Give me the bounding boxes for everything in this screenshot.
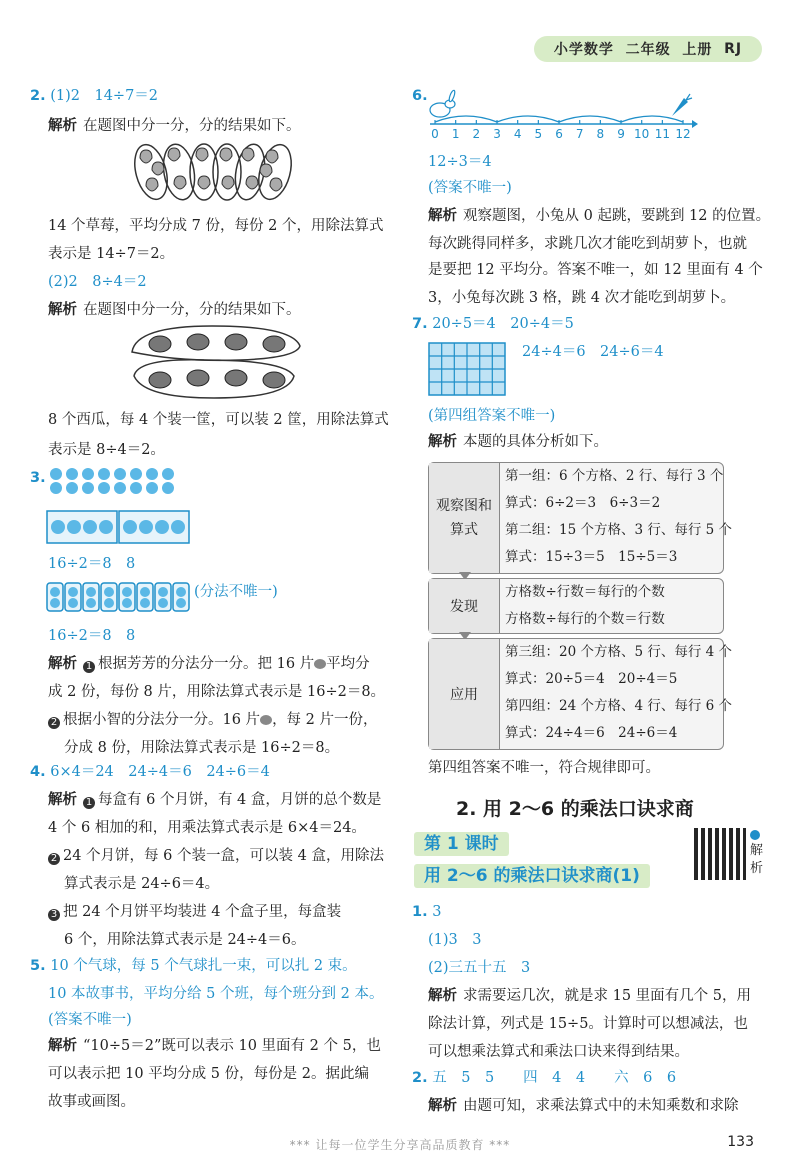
chips-split-two-groups-illustration bbox=[46, 510, 192, 544]
q6-analysis3: 是要把 12 平均分。答案不唯一，如 12 里面有 4 个 bbox=[428, 262, 763, 278]
lq1-analysis2: 除法计算，列式是 15÷5。计算时可以想减法，也 bbox=[428, 1016, 748, 1032]
lq1-line2: (1)3 3 bbox=[428, 932, 482, 948]
chips-split-eight-groups-illustration bbox=[46, 582, 190, 612]
apply-box bbox=[428, 638, 733, 750]
q3-analysis3: 2 根据小智的分法分一分。16 片 ，每 2 片一份， bbox=[48, 710, 378, 730]
lq1-line1: 1. 3 bbox=[412, 904, 442, 920]
q2-text2b: 表示是 8÷4＝2。 bbox=[48, 442, 165, 458]
qr-label: 解析 bbox=[750, 830, 768, 878]
q4-analysis1: 解析 1 每盒有 6 个月饼，有 4 盒，月饼的总个数是 bbox=[48, 792, 382, 808]
apply-line-4: 算式：24÷4＝6 24÷6＝4 bbox=[505, 725, 678, 741]
watermelon-groups-illustration bbox=[126, 322, 306, 400]
page-number: 133 bbox=[727, 1134, 754, 1150]
number-line-tick-label: 0 bbox=[431, 127, 439, 141]
bullet-1-icon: 1 bbox=[83, 661, 95, 673]
apply-label: 应用 bbox=[429, 639, 500, 749]
q3-note: (分法不唯一) bbox=[194, 584, 278, 600]
number-line-tick-label: 8 bbox=[596, 127, 605, 141]
strawberry-groups-illustration bbox=[134, 138, 294, 206]
discover-line-1: 方格数÷行数＝每行的个数 bbox=[505, 584, 665, 600]
bullet-2-icon: 2 bbox=[48, 717, 60, 729]
number-line-ticks bbox=[431, 120, 691, 141]
q7-analysis: 解析 本题的具体分析如下。 bbox=[428, 434, 608, 450]
q5-analysis2: 可以表示把 10 平均分成 5 份，每份是 2。据此编 bbox=[48, 1066, 369, 1082]
rabbit-icon bbox=[430, 90, 456, 117]
carrot-icon bbox=[672, 94, 692, 116]
lq2-analysis1: 解析 由题可知，求乘法算式中的未知乘数和求除 bbox=[428, 1098, 739, 1114]
q4-analysis3: 2 24 个月饼，每 6 个装一盒，可以装 4 盒，用除法 bbox=[48, 846, 384, 866]
q7-equation2: 24÷4＝6 24÷6＝4 bbox=[522, 344, 664, 360]
lesson-label: 第 1 课时 bbox=[414, 832, 509, 856]
apply-line-3: 第四组：24 个方格、4 行、每行 6 个 bbox=[505, 698, 733, 714]
q5-analysis3: 故事或画图。 bbox=[48, 1094, 135, 1110]
chip-pile-illustration bbox=[48, 466, 198, 496]
q2-answer1: (1)2 14÷7＝2 bbox=[50, 88, 159, 104]
q2-part1 bbox=[30, 86, 158, 106]
q4-analysis2: 4 个 6 相加的和，用乘法算式表示是 6×4＝24。 bbox=[48, 820, 366, 836]
bullet-3-icon: 3 bbox=[48, 909, 60, 921]
qr-code-icon[interactable] bbox=[694, 828, 746, 880]
header-badge bbox=[534, 36, 762, 62]
discover-box bbox=[428, 578, 724, 634]
q5-line2: 10 本故事书，平均分给 5 个班，每个班分到 2 本。 bbox=[48, 986, 384, 1002]
q2-text1a: 14 个草莓，平均分成 7 份，每份 2 个，用除法算式 bbox=[48, 218, 384, 234]
q2-analysis1: 解析 在题图中分一分，分的结果如下。 bbox=[48, 118, 301, 134]
q2-analysis2: 解析 在题图中分一分，分的结果如下。 bbox=[48, 302, 301, 318]
number-line-tick-label: 1 bbox=[451, 127, 460, 141]
q4-answer: 4. 6×4＝24 24÷4＝6 24÷6＝4 bbox=[30, 764, 270, 780]
q2-answer2: (2)2 8÷4＝2 bbox=[48, 274, 147, 290]
lesson-title: 用 2～6 的乘法口诀求商(1) bbox=[414, 864, 650, 888]
number-line-rabbit-illustration bbox=[420, 88, 700, 144]
lq1-analysis1: 解析 求需要运几次，就是求 15 里面有几个 5，用 bbox=[428, 988, 752, 1004]
number-line-tick-label: 7 bbox=[575, 127, 584, 141]
q6-analysis4: 3，小兔每次跳 3 格，跳 4 次才能吃到胡萝卜。 bbox=[428, 290, 736, 306]
q2-text1b: 表示是 14÷7＝2。 bbox=[48, 246, 175, 262]
observe-box bbox=[428, 462, 733, 574]
observe-line-3: 第二组：15 个方格、3 行、每行 5 个 bbox=[505, 522, 733, 538]
q7-line1: 7. 20÷5＝4 20÷4＝5 bbox=[412, 316, 574, 332]
q3-analysis4: 分成 8 份，用除法算式表示是 16÷2＝8。 bbox=[64, 740, 340, 756]
q3-analysis1: 解析 1 根据芳芳的分法分一分。把 16 片 平均分 bbox=[48, 656, 370, 672]
q3-equation1: 16÷2＝8 8 bbox=[48, 556, 136, 572]
observe-line-4: 算式：15÷3＝5 15÷5＝3 bbox=[505, 549, 678, 565]
q4-analysis5: 3 把 24 个月饼平均装进 4 个盒子里，每盒装 bbox=[48, 902, 341, 922]
q3-number: 3. bbox=[30, 470, 46, 486]
bullet-1-icon: 1 bbox=[83, 797, 95, 809]
chip-icon bbox=[314, 659, 326, 669]
q6-analysis1: 解析 观察题图，小兔从 0 起跳，要跳到 12 的位置。 bbox=[428, 208, 771, 224]
q5-line3: (答案不唯一) bbox=[48, 1012, 132, 1028]
number-line-tick-label: 5 bbox=[534, 127, 543, 141]
play-icon bbox=[750, 830, 760, 840]
number-line-tick-label: 10 bbox=[634, 127, 650, 141]
q3-analysis2: 成 2 份，每份 8 片，用除法算式表示是 16÷2＝8。 bbox=[48, 684, 386, 700]
q5-line1: 5. 10 个气球，每 5 个气球扎一束，可以扎 2 束。 bbox=[30, 958, 357, 974]
number-line-tick-label: 9 bbox=[617, 127, 625, 141]
discover-line-2: 方格数÷每行的个数＝行数 bbox=[505, 611, 665, 627]
observe-line-1: 第一组：6 个方格、2 行、每行 3 个 bbox=[505, 468, 724, 484]
observe-label: 观察图和算式 bbox=[429, 463, 500, 573]
edition: RJ bbox=[724, 41, 743, 57]
observe-line-2: 算式：6÷2＝3 6÷3＝2 bbox=[505, 495, 661, 511]
q6-equation: 12÷3＝4 bbox=[428, 154, 492, 170]
footer-slogan: *** 让每一位学生分享高品质教育 *** bbox=[289, 1138, 511, 1152]
number-line-tick-label: 2 bbox=[472, 127, 481, 141]
discover-label: 发现 bbox=[429, 579, 500, 633]
number-line-tick-label: 6 bbox=[555, 127, 563, 141]
subject: 小学数学 bbox=[553, 42, 614, 58]
q2-text2a: 8 个西瓜，每 4 个装一筐，可以装 2 筐，用除法算式 bbox=[48, 412, 389, 428]
apply-line-2: 算式：20÷5＝4 20÷4＝5 bbox=[505, 671, 678, 687]
q5-analysis1: 解析 “10÷5＝2”既可以表示 10 里面有 2 个 5，也 bbox=[48, 1038, 381, 1054]
q3-equation2: 16÷2＝8 8 bbox=[48, 628, 136, 644]
number-line-tick-label: 11 bbox=[654, 127, 671, 141]
grade: 二年级 bbox=[625, 42, 671, 58]
q6-analysis2: 每次跳得同样多，求跳几次才能吃到胡萝卜，也就 bbox=[428, 236, 747, 252]
lq1-analysis3: 可以想乘法算式和乘法口诀来得到结果。 bbox=[428, 1044, 689, 1060]
q7-note: (第四组答案不唯一) bbox=[428, 408, 556, 424]
q2-number: 2. bbox=[30, 88, 46, 104]
apply-line-1: 第三组：20 个方格、5 行、每行 4 个 bbox=[505, 644, 733, 660]
q4-analysis6: 6 个，用除法算式表示是 24÷4＝6。 bbox=[64, 932, 306, 948]
number-line-tick-label: 4 bbox=[513, 127, 522, 141]
bullet-2-icon: 2 bbox=[48, 853, 60, 865]
lq1-line3: (2)三五十五 3 bbox=[428, 960, 531, 976]
volume: 上册 bbox=[682, 42, 713, 58]
chip-icon bbox=[260, 715, 272, 725]
q6-note: (答案不唯一) bbox=[428, 180, 512, 196]
grid-24-squares-illustration bbox=[428, 342, 508, 398]
q6-number: 6. bbox=[412, 88, 428, 104]
q4-analysis4: 算式表示是 24÷6＝4。 bbox=[64, 876, 220, 892]
lq2-answer: 2. 五 5 5 四 4 4 六 6 6 bbox=[412, 1070, 677, 1086]
q7-conclusion: 第四组答案不唯一，符合规律即可。 bbox=[428, 760, 660, 776]
number-line-tick-label: 3 bbox=[493, 127, 501, 141]
number-line-tick-label: 12 bbox=[675, 127, 691, 141]
section-title: 2. 用 2～6 的乘法口诀求商 bbox=[456, 798, 694, 820]
